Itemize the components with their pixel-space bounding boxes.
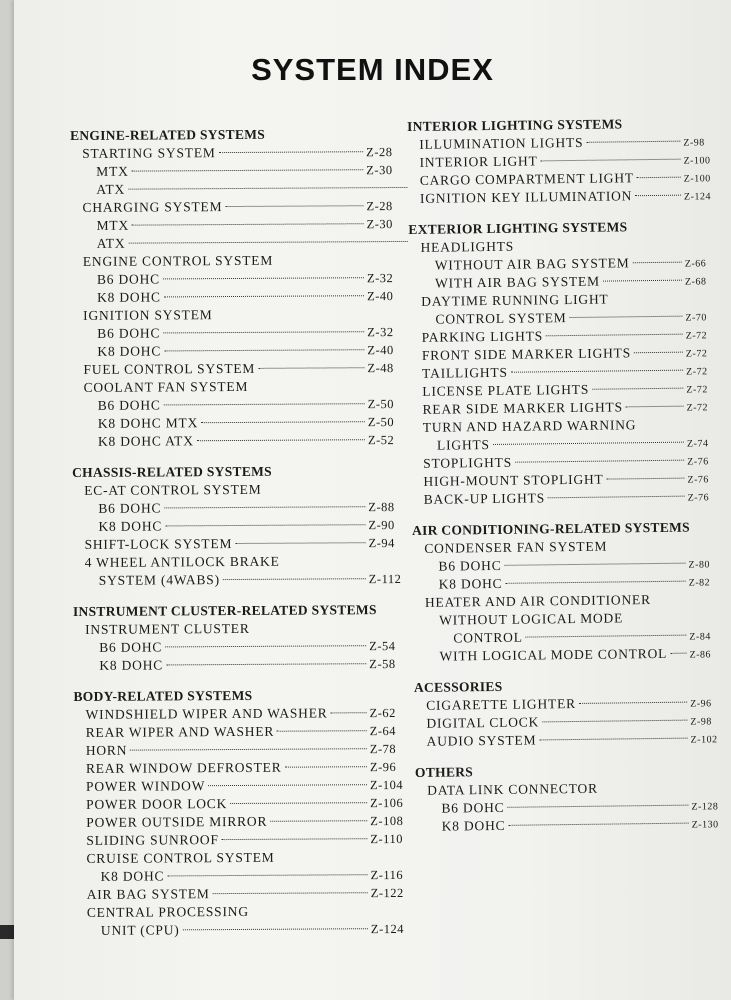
entry-page-ref: Z-50	[367, 415, 395, 430]
index-entry	[71, 269, 411, 289]
index-entry	[75, 902, 415, 922]
index-entry	[73, 570, 413, 590]
entry-label: REAR WIPER AND WASHER	[85, 723, 275, 740]
dot-leader	[515, 460, 684, 463]
dot-leader	[164, 403, 365, 405]
entry-label: STOPLIGHTS	[423, 454, 513, 471]
entry-label: SLIDING SUNROOF	[86, 832, 219, 848]
entry-page-ref: Z-32	[366, 271, 394, 286]
index-entry	[413, 644, 725, 666]
index-entry	[70, 143, 410, 163]
dot-leader	[504, 563, 685, 566]
entry-label: EC-AT CONTROL SYSTEM	[84, 481, 262, 498]
entry-page-ref: Z-104	[369, 777, 404, 793]
entry-page-ref: Z-78	[369, 742, 397, 757]
dot-leader	[201, 421, 365, 423]
dot-leader	[507, 805, 688, 808]
dot-leader	[132, 223, 364, 225]
entry-page-ref: Z-32	[367, 325, 394, 340]
index-entry	[72, 516, 412, 536]
dot-leader	[128, 241, 407, 244]
entry-label: K8 DOHC	[97, 343, 162, 359]
index-entry	[72, 480, 412, 500]
entry-page-ref: Z-58	[369, 657, 396, 672]
entry-page-ref: Z-74	[686, 438, 709, 450]
index-entry	[72, 498, 412, 518]
entry-label: K8 DOHC	[100, 868, 165, 884]
entry-label: AIR BAG SYSTEM	[86, 886, 210, 902]
index-entry	[71, 305, 411, 325]
entry-label: POWER WINDOW	[85, 778, 206, 794]
entry-label: ATX	[96, 181, 126, 197]
entry-label: DAYTIME RUNNING LIGHT	[421, 291, 609, 309]
entry-label: B6 DOHC	[438, 557, 502, 574]
dot-leader	[213, 892, 368, 894]
entry-label: B6 DOHC	[97, 325, 161, 341]
entry-label: COOLANT FAN SYSTEM	[83, 378, 249, 395]
dot-leader	[592, 388, 683, 390]
entry-label: CHARGING SYSTEM	[82, 199, 223, 215]
dot-leader	[548, 496, 685, 499]
entry-label: DIGITAL CLOCK	[426, 714, 540, 731]
dot-leader	[637, 177, 681, 179]
index-entry	[415, 729, 727, 751]
dot-leader	[546, 334, 683, 337]
dot-leader	[165, 645, 366, 647]
entry-page-ref: Z-72	[685, 330, 708, 342]
entry-label: MTX	[96, 163, 129, 179]
dot-leader	[493, 442, 684, 445]
entry-page-ref: Z-98	[683, 137, 705, 149]
entry-page-ref: Z-66	[684, 258, 707, 270]
dot-leader	[635, 195, 681, 197]
entry-label: K8 DOHC MTX	[97, 415, 199, 431]
left-column	[70, 125, 415, 953]
dot-leader	[163, 331, 364, 333]
entry-label: ILLUMINATION LIGHTS	[419, 134, 584, 152]
entry-page-ref: Z-82	[688, 577, 711, 589]
index-entry	[74, 758, 414, 778]
entry-label: ENGINE CONTROL SYSTEM	[82, 252, 274, 269]
index-section	[72, 462, 413, 590]
entry-page-ref: Z-122	[370, 885, 404, 901]
entry-page-ref: Z-54	[369, 639, 396, 654]
entry-label: CONDENSER FAN SYSTEM	[424, 538, 608, 556]
entry-page-ref: Z-70	[685, 312, 707, 324]
entry-page-ref: Z-40	[366, 289, 394, 304]
dot-leader	[607, 478, 685, 480]
entry-label: B6 DOHC	[97, 397, 161, 413]
dot-leader	[586, 141, 680, 143]
index-section	[408, 217, 723, 509]
entry-label: POWER DOOR LOCK	[86, 796, 228, 812]
entry-label: WITH LOGICAL MODE CONTROL	[439, 645, 668, 664]
entry-page-ref: Z-124	[683, 191, 712, 203]
dot-leader	[505, 581, 685, 584]
entry-page-ref: Z-98	[690, 716, 712, 728]
entry-page-ref: Z-128	[691, 801, 719, 813]
entry-label: STARTING SYSTEM	[82, 145, 216, 161]
index-entry	[74, 704, 414, 724]
dot-leader	[164, 295, 364, 297]
entry-label: K8 DOHC ATX	[97, 433, 194, 449]
dot-leader	[165, 524, 365, 526]
index-entry	[74, 722, 414, 742]
entry-page-ref: Z-30	[366, 217, 393, 232]
index-entry	[70, 197, 410, 217]
entry-page-ref: Z-52	[367, 433, 395, 448]
entry-page-ref: Z-64	[369, 724, 397, 739]
index-entry	[72, 413, 412, 433]
entry-label: AUDIO SYSTEM	[426, 732, 537, 749]
section-title: ACESSORIES	[413, 678, 503, 695]
entry-label: WITHOUT AIR BAG SYSTEM	[434, 255, 630, 273]
dot-leader	[164, 506, 365, 508]
index-entry	[74, 776, 414, 796]
entry-page-ref: Z-106	[370, 795, 404, 811]
entry-page-ref: Z-48	[367, 361, 394, 376]
index-entry	[74, 848, 414, 868]
entry-page-ref: Z-68	[684, 276, 707, 288]
entry-label: CONTROL SYSTEM	[435, 310, 567, 327]
index-entry	[75, 866, 415, 886]
index-section	[414, 675, 727, 751]
page-binding-edge	[0, 0, 14, 1000]
dot-leader	[277, 730, 367, 732]
entry-label: CRUISE CONTROL SYSTEM	[86, 849, 275, 866]
entry-page-ref: Z-30	[366, 163, 393, 178]
entry-label: K8 DOHC	[438, 575, 503, 592]
entry-page-ref: Z-86	[689, 649, 712, 661]
entry-label: WITHOUT LOGICAL MODE	[439, 610, 624, 628]
binding-mark	[0, 925, 14, 939]
entry-page-ref: Z-28	[366, 199, 393, 214]
entry-page-ref: Z-76	[687, 492, 710, 504]
entry-label: REAR WINDOW DEFROSTER	[85, 759, 282, 776]
dot-leader	[223, 578, 366, 580]
section-title: INSTRUMENT CLUSTER-RELATED SYSTEMS	[72, 602, 377, 619]
dot-leader	[197, 439, 365, 441]
entry-page-ref: Z-72	[686, 402, 709, 414]
index-section	[73, 686, 415, 940]
index-entry	[73, 637, 413, 657]
entry-label: HORN	[85, 742, 128, 758]
entry-label: HEATER AND AIR CONDITIONER	[424, 592, 651, 610]
dot-leader	[511, 370, 683, 373]
entry-page-ref: Z-100	[683, 173, 711, 185]
entry-label: LIGHTS	[436, 437, 490, 453]
entry-label: B6 DOHC	[441, 799, 505, 816]
dot-leader	[235, 542, 365, 544]
entry-page-ref: Z-110	[370, 831, 403, 847]
entry-page-ref: Z-102	[690, 734, 718, 746]
entry-page-ref: Z-90	[368, 518, 395, 533]
entry-page-ref: Z-130	[691, 819, 719, 831]
dot-leader	[258, 367, 364, 369]
entry-label: FRONT SIDE MARKER LIGHTS	[421, 345, 632, 363]
entry-label: REAR SIDE MARKER LIGHTS	[422, 399, 623, 417]
index-entry	[73, 655, 413, 675]
entry-label: K8 DOHC	[99, 657, 164, 673]
dot-leader	[284, 766, 366, 768]
index-entry	[73, 552, 413, 572]
entry-page-ref: Z-84	[689, 631, 711, 643]
index-entry	[71, 341, 411, 361]
dot-leader	[132, 169, 364, 171]
entry-label: ATX	[96, 235, 126, 251]
entry-label: LICENSE PLATE LIGHTS	[422, 381, 590, 399]
index-entry	[72, 431, 412, 451]
entry-label: TAILLIGHTS	[422, 364, 508, 381]
dot-leader	[208, 784, 367, 786]
entry-label: WITH AIR BAG SYSTEM	[434, 273, 600, 291]
dot-leader	[542, 720, 687, 723]
entry-page-ref: Z-124	[370, 921, 405, 937]
index-section	[70, 125, 412, 451]
dot-leader	[230, 802, 367, 804]
entry-page-ref: Z-50	[367, 397, 395, 412]
entry-label: K8 DOHC	[96, 289, 161, 305]
index-entry	[75, 884, 415, 904]
entry-label: WINDSHIELD WIPER AND WASHER	[85, 705, 328, 722]
dot-leader	[541, 159, 681, 162]
section-title: ENGINE-RELATED SYSTEMS	[70, 126, 266, 143]
entry-label: SYSTEM (4WABS)	[98, 572, 220, 588]
dot-leader	[508, 823, 688, 826]
index-entry	[72, 395, 412, 415]
index-section	[407, 114, 720, 208]
entry-label: K8 DOHC	[98, 518, 163, 534]
index-entry	[70, 179, 410, 199]
entry-label: B6 DOHC	[99, 639, 163, 655]
entry-page-ref: Z-116	[370, 867, 404, 883]
dot-leader	[570, 316, 683, 318]
index-entry	[72, 534, 412, 554]
section-title: EXTERIOR LIGHTING SYSTEMS	[408, 219, 628, 237]
entry-label: BACK-UP LIGHTS	[423, 490, 546, 507]
entry-label: CONTROL	[453, 629, 523, 646]
entry-label: MTX	[96, 217, 130, 233]
page-title: SYSTEM INDEX	[251, 52, 494, 87]
entry-page-ref: Z-28	[366, 145, 393, 160]
entry-label: B6 DOHC	[98, 500, 162, 516]
dot-leader	[539, 738, 687, 741]
section-title: BODY-RELATED SYSTEMS	[73, 687, 253, 704]
entry-label: CARGO COMPARTMENT LIGHT	[419, 170, 634, 188]
dot-leader	[270, 820, 367, 822]
index-entry	[74, 794, 414, 814]
dot-leader	[633, 262, 682, 264]
index-section	[415, 760, 728, 836]
dot-leader	[526, 635, 687, 638]
right-column	[407, 114, 728, 849]
index-entry	[70, 161, 410, 181]
dot-leader	[167, 874, 367, 876]
entry-label: K8 DOHC	[441, 817, 506, 834]
dot-leader	[222, 838, 368, 840]
index-entry	[75, 920, 415, 940]
entry-page-ref: Z-76	[687, 456, 709, 468]
entry-page-ref: Z-76	[687, 474, 709, 486]
entry-label: DATA LINK CONNECTOR	[427, 780, 598, 798]
index-entry	[412, 487, 724, 509]
entry-label: HEADLIGHTS	[420, 238, 515, 255]
index-entry	[74, 740, 414, 760]
entry-label: IGNITION SYSTEM	[83, 307, 213, 323]
entry-label: INTERIOR LIGHT	[419, 153, 538, 170]
index-entry	[71, 359, 411, 379]
entry-page-ref: Z-72	[686, 384, 708, 396]
entry-page-ref: Z-72	[685, 348, 708, 360]
entry-label: SHIFT-LOCK SYSTEM	[84, 536, 233, 552]
dot-leader	[183, 928, 368, 930]
dot-leader	[603, 280, 682, 282]
index-entry	[74, 830, 414, 850]
entry-label: IGNITION KEY ILLUMINATION	[419, 188, 633, 206]
dot-leader	[128, 187, 407, 190]
index-entry	[416, 814, 728, 836]
entry-label: CIGARETTE LIGHTER	[426, 695, 576, 713]
index-entry	[408, 186, 720, 208]
entry-label: CENTRAL PROCESSING	[86, 903, 249, 920]
entry-label: B6 DOHC	[96, 271, 160, 287]
index-entry	[71, 251, 411, 271]
index-entry	[71, 287, 411, 307]
entry-page-ref: Z-96	[690, 698, 712, 710]
index-entry	[71, 233, 411, 253]
index-page	[14, 0, 731, 1000]
dot-leader	[164, 349, 364, 351]
dot-leader	[634, 352, 683, 354]
index-section	[73, 601, 413, 675]
entry-page-ref: Z-72	[686, 366, 708, 378]
entry-page-ref: Z-108	[370, 813, 404, 829]
index-section	[412, 518, 726, 666]
dot-leader	[163, 277, 364, 279]
index-entry	[71, 323, 411, 343]
entry-label: INSTRUMENT CLUSTER	[85, 620, 250, 637]
entry-label: PARKING LIGHTS	[421, 328, 544, 345]
section-title: CHASSIS-RELATED SYSTEMS	[72, 463, 272, 480]
dot-leader	[670, 653, 686, 654]
entry-label: FUEL CONTROL SYSTEM	[83, 360, 256, 377]
entry-label: UNIT (CPU)	[100, 922, 180, 938]
entry-page-ref: Z-40	[367, 343, 394, 358]
section-title: INTERIOR LIGHTING SYSTEMS	[407, 116, 623, 134]
dot-leader	[331, 712, 367, 713]
index-entry	[72, 377, 412, 397]
index-entry	[74, 812, 414, 832]
dot-leader	[626, 406, 684, 408]
entry-label: HIGH-MOUNT STOPLIGHT	[423, 471, 604, 489]
entry-page-ref: Z-94	[368, 536, 395, 551]
section-title: AIR CONDITIONING-RELATED SYSTEMS	[411, 519, 691, 538]
entry-page-ref: Z-62	[369, 706, 396, 721]
entry-label: POWER OUTSIDE MIRROR	[86, 813, 268, 830]
dot-leader	[219, 151, 364, 153]
entry-page-ref: Z-96	[369, 760, 397, 775]
entry-label: 4 WHEEL ANTILOCK BRAKE	[84, 553, 280, 570]
index-entry	[73, 619, 413, 639]
dot-leader	[166, 663, 366, 665]
entry-page-ref: Z-88	[368, 500, 395, 515]
index-entry	[71, 215, 411, 235]
dot-leader	[579, 702, 687, 704]
entry-page-ref: Z-100	[683, 155, 711, 167]
entry-label: TURN AND HAZARD WARNING	[422, 417, 637, 435]
entry-page-ref: Z-80	[688, 559, 711, 571]
dot-leader	[130, 748, 367, 750]
entry-page-ref: Z-112	[368, 571, 402, 587]
dot-leader	[225, 205, 363, 207]
section-title: OTHERS	[414, 764, 474, 780]
